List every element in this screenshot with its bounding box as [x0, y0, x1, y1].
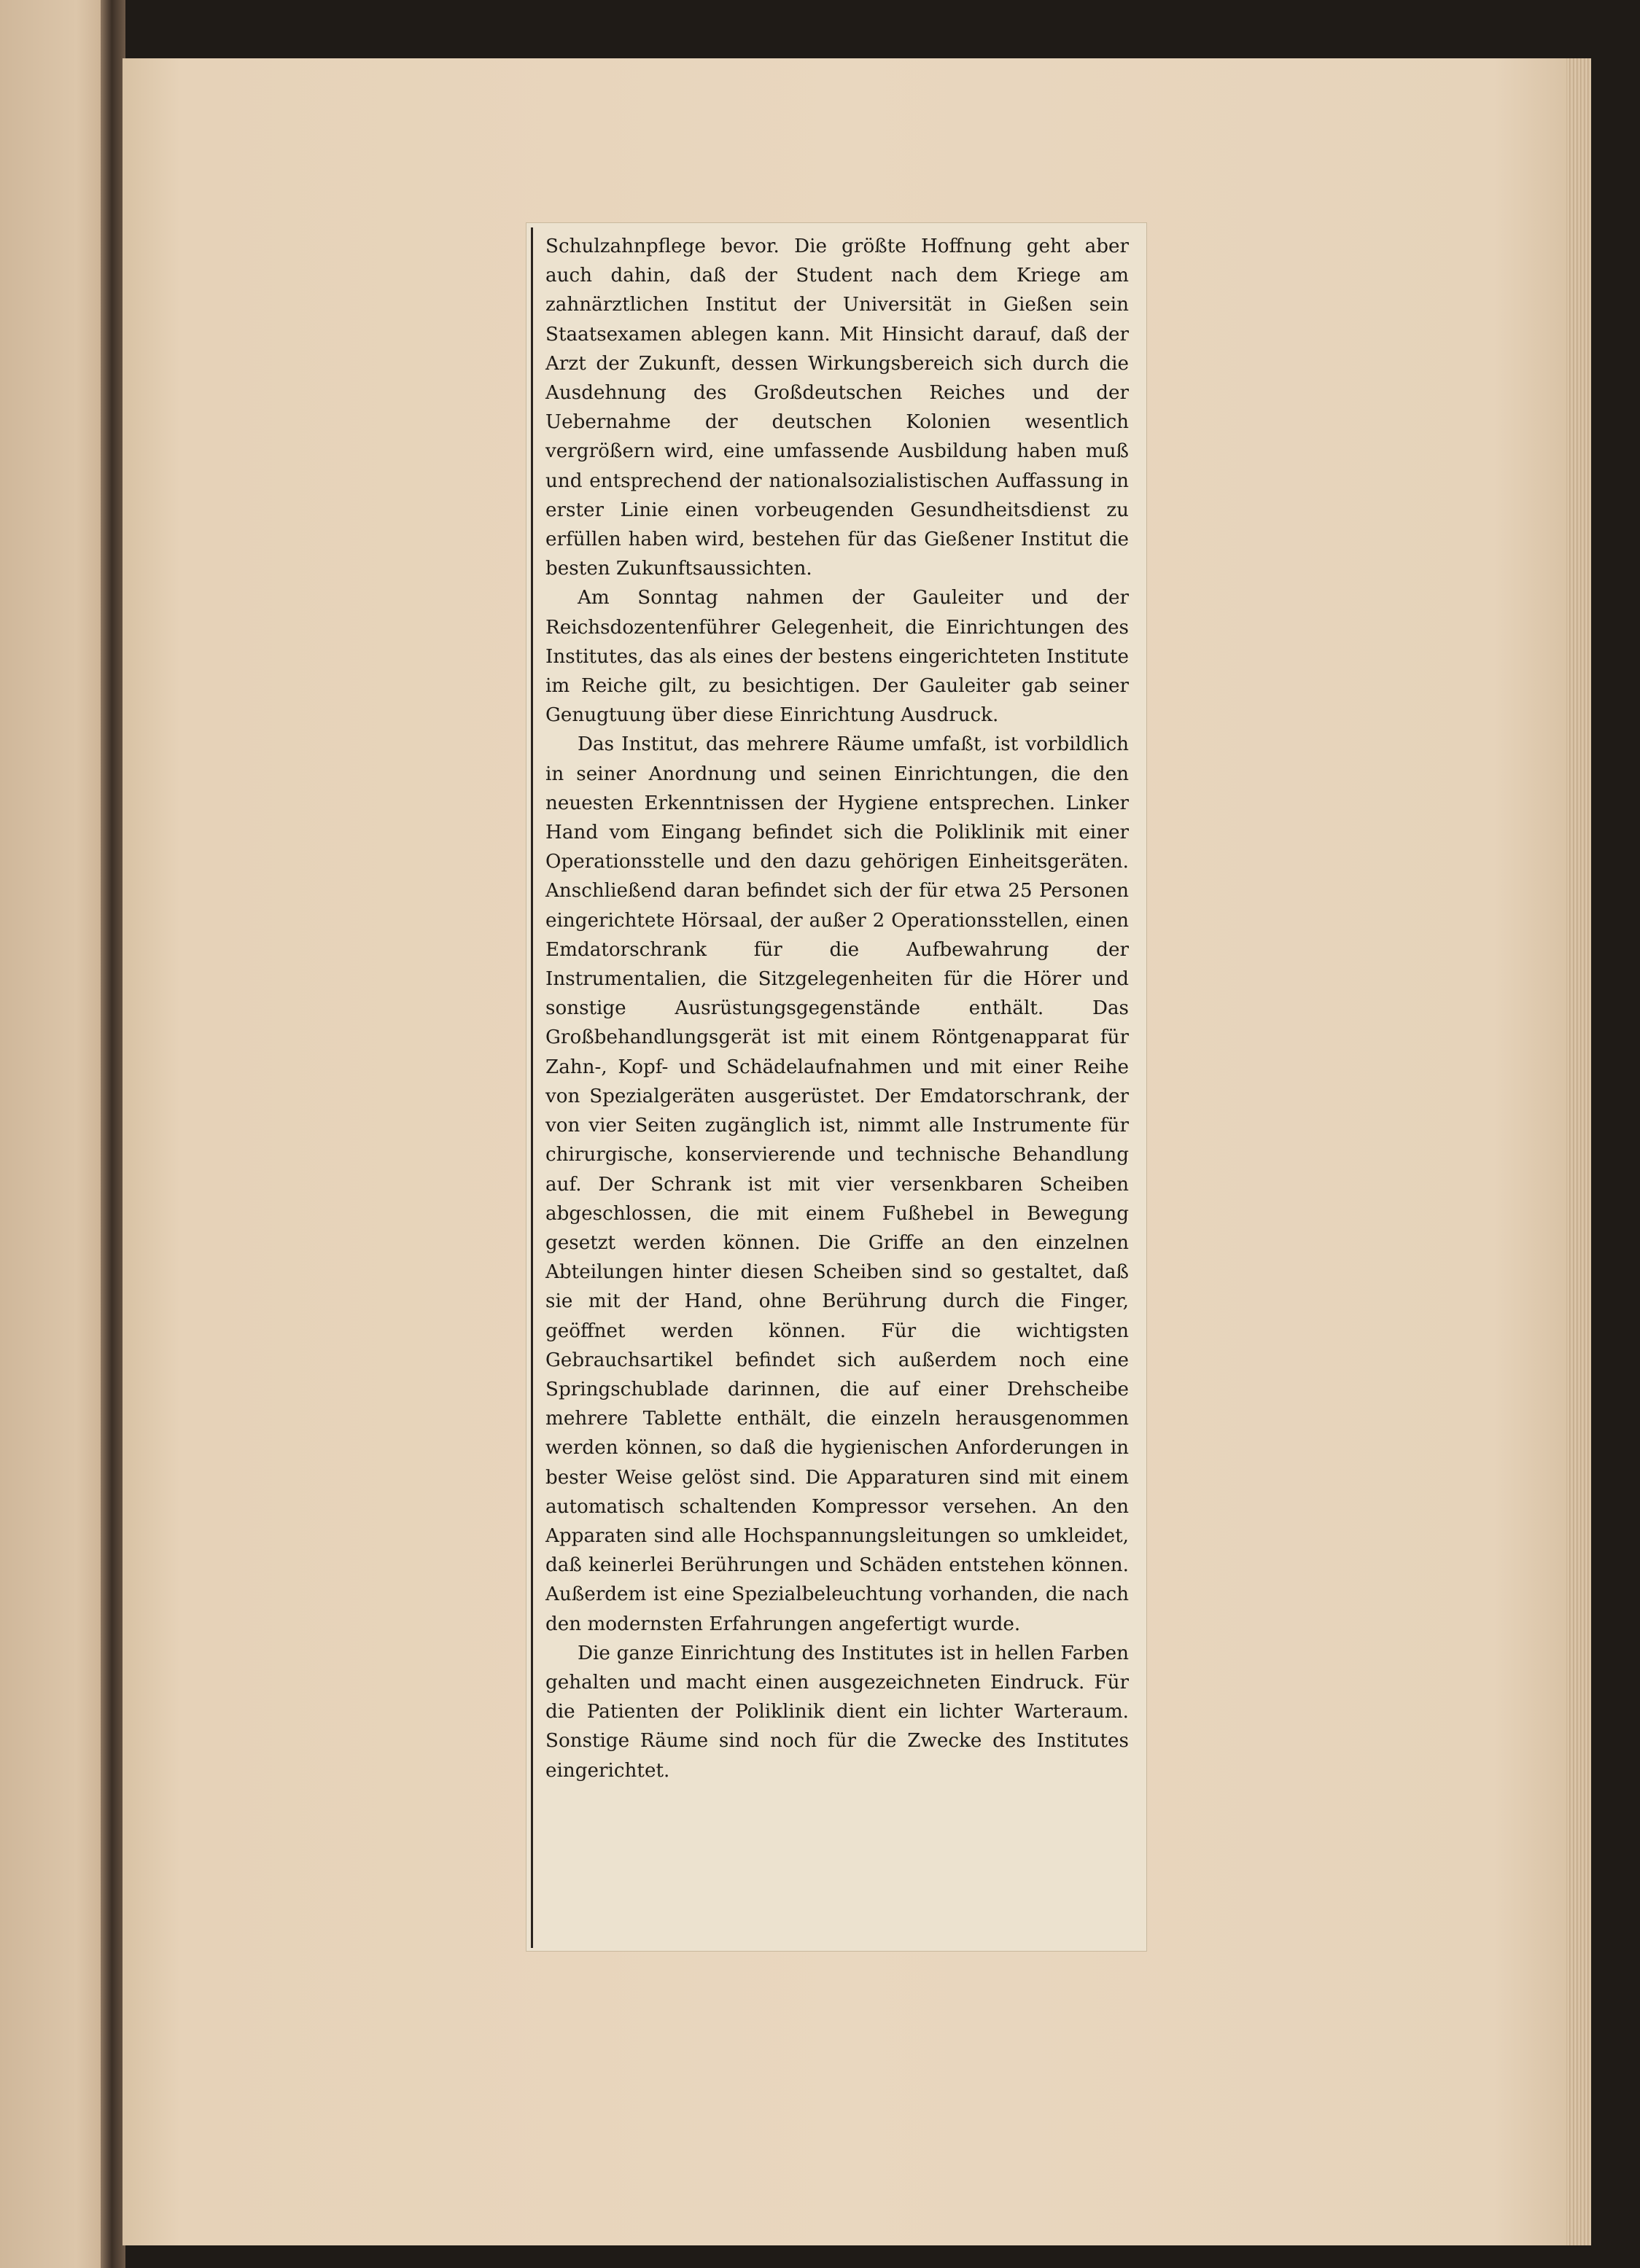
column-rule	[531, 227, 533, 1948]
left-page-edge	[0, 0, 109, 2268]
paragraph-4: Die ganze Einrichtung des Institutes ist in hellen Farben gehalten und macht einen ausgezeichneten Eindruck. Für die Patienten der Poliklinik dient ein lichter Warteraum. Sonstige Räume sind noch für die Zwecke des Institutes eingerichtet.	[545, 1642, 1129, 1782]
article-text	[545, 232, 1129, 1785]
paragraph-1: Schulzahnpflege bevor. Die größte Hoffnung geht aber auch dahin, daß der Student nach dem Kriege am zahnärztlichen Institut der Universität in Gießen sein Staatsexamen ablegen kann. Mit Hinsicht darauf, daß der Arzt der Zukunft, dessen Wirkungsbereich sich durch die Ausdehnung des Großdeutschen Reiches und der Uebernahme der deutschen Kolonien wesentlich vergrößern wird, eine umfassende Ausbildung haben muß und entsprechend der nationalsozialistischen Auffassung in erster Linie einen vorbeugenden Gesundheitsdienst zu erfüllen haben wird, bestehen für das Gießener Institut die besten Zukunftsaussichten.	[545, 235, 1129, 580]
book-gutter	[101, 0, 125, 2268]
paragraph-2: Am Sonntag nahmen der Gauleiter und der Reichsdozentenführer Gelegenheit, die Einrichtungen des Institutes, das als eines der bestens eingerichteten Institute im Reiche gilt, zu besichtigen. Der Gauleiter gab seiner Genugtuung über diese Einrichtung Ausdruck.	[545, 587, 1130, 727]
paragraph-3: Das Institut, das mehrere Räume umfaßt, ist vorbildlich in seiner Anordnung und seinen Einrichtungen, die den neuesten Erkenntnissen der Hygiene entsprechen. Linker Hand vom Eingang befindet sich die Poliklinik mit einer Operationsstelle und den dazu gehörigen Einheitsgeräten. Anschließend daran befindet sich der für etwa 25 Personen eingerichtete Hörsaal, der außer 2 Operationsstellen, einen Emdatorschrank für die Aufbewahrung der Instrumentalien, die Sitzgelegenheiten für die Hörer und sonstige Ausrüstungsgegenstände enthält. Das Großbehandlungsgerät ist mit einem Röntgenapparat für Zahn-, Kopf- und Schädelaufnahmen und mit einer Reihe von Spezialgeräten ausgerüstet. Der Emdatorschrank, der von vier Seiten zugänglich ist, nimmt alle Instrumente für chirurgische, konservierende und technische Behandlung auf. Der Schrank ist mit vier versenkbaren Scheiben abgeschlossen, die mit einem Fußhebel in Bewegung gesetzt werden können. Die Griffe an den einzelnen Abteilungen hinter diesen Scheiben sind so gestaltet, daß sie mit der Hand, ohne Berührung durch die Finger, geöffnet werden können. Für die wichtigsten Gebrauchsartikel befindet sich außerdem noch eine Springschublade darinnen, die auf einer Drehscheibe mehrere Tablette enthält, die einzeln herausgenommen werden können, so daß die hygienischen Anforderungen in bester Weise gelöst sind. Die Apparaturen sind mit einem automatisch schaltenden Kompressor versehen. An den Apparaten sind alle Hochspannungsleitungen so umkleidet, daß keinerlei Berührungen und Schäden entstehen können. Außerdem ist eine Spezialbeleuchtung vorhanden, die nach den modernsten Erfahrungen angefertigt wurde.	[545, 733, 1129, 1635]
page-stack-edges	[1566, 58, 1591, 2245]
